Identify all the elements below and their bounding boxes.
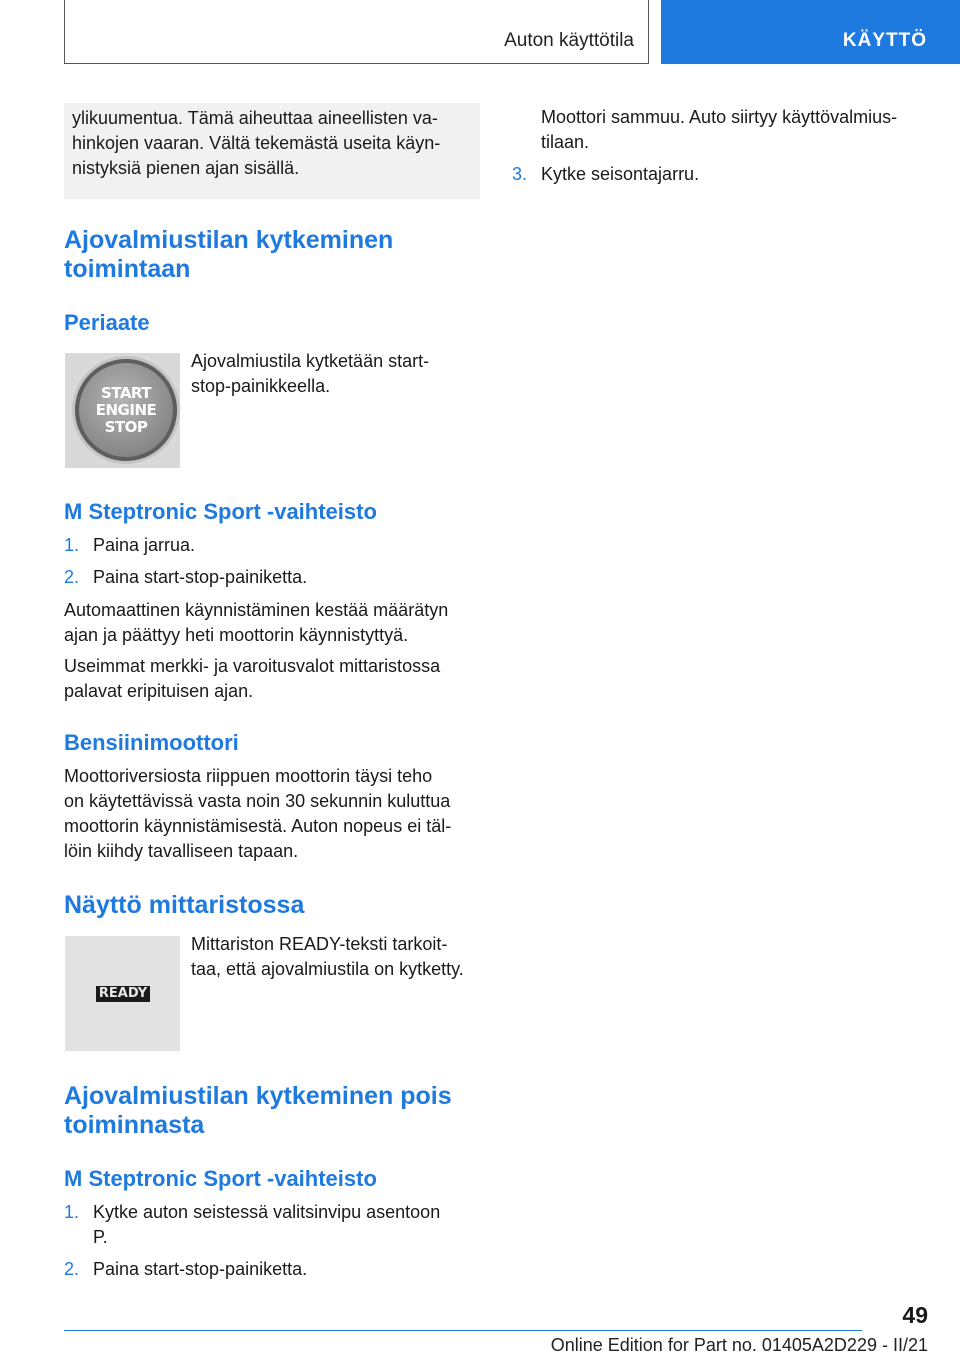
principle-heading: Periaate (64, 310, 150, 335)
steps-list-on (64, 533, 484, 597)
start-engine-stop-icon (75, 359, 177, 461)
display-text: Mittariston READY-teksti tarkoit- taa, että ajovalmiustila on kytketty. (191, 934, 464, 979)
engine-label: ENGINE (95, 400, 157, 419)
warning-lights-paragraph: Useimmat merkki- ja varoitusvalot mittaristossa palavat eripituisen ajan. (64, 656, 441, 701)
header-chapter-tab (661, 0, 960, 64)
section-off-title: Ajovalmiustilan kytkeminen pois toiminnasta (64, 1082, 452, 1139)
principle-text: Ajovalmiustila kytketään start- stop-painikkeella. (191, 351, 430, 396)
step-number: 2. (64, 1259, 80, 1279)
step-text: Paina start-stop-painiketta. (93, 567, 308, 587)
steps-list-right (512, 162, 932, 194)
steps-list-off (64, 1200, 484, 1289)
header-section-title: Auton käyttötila (504, 30, 634, 51)
list-item (64, 1200, 484, 1250)
warning-text: ylikuumentua. Tämä aiheuttaa aineellisten va- hinkojen vaaran. Vältä tekemästä useita käyn- nistyksiä pienen ajan sisällä. (72, 108, 441, 178)
petrol-text: Moottoriversiosta riippuen moottorin täysi teho on käytettävissä vasta noin 30 sekunnin kuluttua moottorin käynnistämisestä. Auton nopeus ei täl- löin kiihdy tavalliseen tapaan. (64, 766, 452, 861)
step-text: Kytke auton seistessä valitsinvipu asentoon P. (93, 1202, 441, 1247)
list-item (64, 533, 484, 558)
transmission-heading-on: M Steptronic Sport -vaihteisto (64, 499, 377, 524)
start-stop-button-image (65, 353, 180, 468)
display-heading: Näyttö mittaristossa (64, 891, 305, 919)
start-label: START (100, 383, 152, 402)
stop-label: STOP (104, 417, 148, 436)
ready-indicator: READY (96, 986, 150, 1002)
petrol-heading: Bensiinimoottori (64, 730, 239, 755)
header-chapter-title: KÄYTTÖ (842, 30, 927, 51)
ready-display-image (65, 936, 180, 1051)
engine-off-text: Moottori sammuu. Auto siirtyy käyttövalmius- tilaan. (541, 107, 898, 152)
step-number: 1. (64, 1202, 80, 1222)
step-text: Kytke seisontajarru. (541, 164, 700, 184)
list-item (512, 162, 932, 187)
section-on-title: Ajovalmiustilan kytkeminen toimintaan (64, 226, 394, 283)
warning-box (64, 103, 480, 199)
footer-edition: Online Edition for Part no. 01405A2D229 - II/21 (550, 1335, 928, 1355)
list-item (64, 1257, 484, 1282)
page-number: 49 (902, 1302, 928, 1328)
step-number: 2. (64, 567, 80, 587)
step-text: Paina start-stop-painiketta. (93, 1259, 308, 1279)
step-number: 1. (64, 535, 80, 555)
list-item (64, 565, 484, 590)
footer-divider (64, 1330, 862, 1331)
header-section-tab (64, 0, 649, 64)
step-number: 3. (512, 164, 528, 184)
transmission-heading-off: M Steptronic Sport -vaihteisto (64, 1166, 377, 1191)
auto-start-paragraph: Automaattinen käynnistäminen kestää määrätyn ajan ja päättyy heti moottorin käynnistyttyä. (64, 600, 449, 645)
step-text: Paina jarrua. (93, 535, 196, 555)
